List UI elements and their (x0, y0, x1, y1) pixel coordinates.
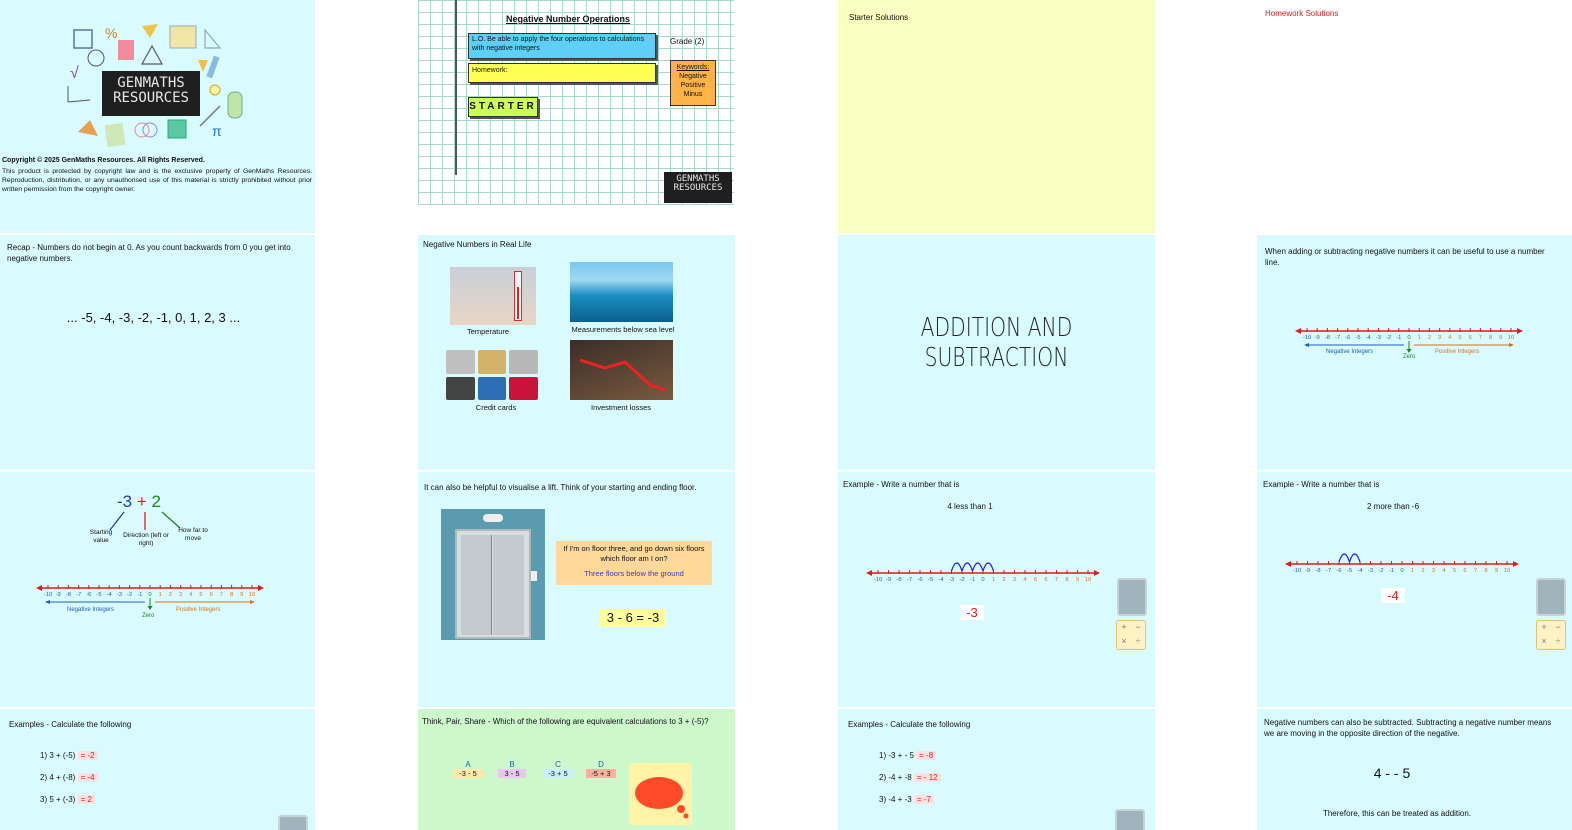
lift-answer: Three floors below the ground (584, 568, 684, 578)
number-line-tick-label: 2 (1421, 568, 1425, 574)
times-icon: × (1541, 636, 1547, 646)
real-life-title: Negative Numbers in Real Life (423, 240, 532, 249)
jump-arc (1339, 554, 1350, 562)
number-line-tick-label: -4 (938, 577, 944, 583)
slide-examples-add-negative[interactable] (0, 709, 315, 830)
grade-label: Grade (2) (670, 37, 705, 46)
number-line-tick-label: 6 (1468, 335, 1472, 341)
negative-integers-label: Negative Integers (1326, 349, 1374, 355)
example-question: 2) 4 + (-8) (40, 773, 76, 782)
starter-button[interactable]: STARTER (468, 97, 538, 117)
divide-icon: ÷ (1555, 636, 1561, 646)
lift-illustration (441, 509, 545, 640)
number-line-tick-label: 7 (1473, 568, 1478, 574)
option-expression: -3 - 5 (453, 769, 483, 778)
number-line-tick-label: -1 (1396, 335, 1402, 341)
starting-value-label: Starting value (89, 529, 113, 545)
example-item (879, 795, 934, 804)
number-line-tick-label: 1 (1417, 335, 1421, 341)
starting-value-number: -3 (117, 492, 133, 511)
number-line-tick-label: 7 (219, 592, 224, 598)
genmaths-logo (102, 71, 200, 116)
lift-question: If I'm on floor three, and go down six floors which floor am I on? (563, 544, 705, 563)
keyword-item: Positive (680, 82, 706, 90)
number-line-tick-label: 7 (1478, 335, 1483, 341)
number-line-tick-label: 5 (1033, 577, 1038, 583)
number-line-tick-label: -4 (1357, 568, 1363, 574)
genmaths-logo-small (664, 172, 732, 203)
example-more-answer: -4 (1381, 588, 1405, 603)
number-line-tick-label: -8 (896, 577, 902, 583)
distance-number: 2 (151, 492, 161, 511)
credit-cards-image (446, 350, 538, 400)
caption-credit-cards: Credit cards (475, 403, 517, 412)
caption-temperature: Temperature (466, 327, 510, 336)
option-a[interactable] (453, 760, 483, 778)
number-line-tick-label: -6 (917, 577, 923, 583)
calculator-icon[interactable] (1116, 620, 1146, 650)
number-line-tick-label: -3 (1367, 568, 1374, 574)
number-line-tick-label: 3 (1431, 568, 1436, 574)
number-line-tick-label: 4 (189, 592, 193, 598)
left-arrow-icon (36, 585, 42, 591)
number-line-tick-label: -2 (1386, 335, 1392, 341)
lift-icon[interactable] (1115, 809, 1145, 830)
example-item (879, 773, 941, 782)
example-less-title: Example - Write a number that is (843, 480, 960, 489)
jump-arc (1350, 554, 1361, 562)
number-line-tick-label: 5 (1452, 568, 1457, 574)
number-line-tick-label: 7 (1054, 577, 1059, 583)
number-line-tick-label: -10 (1292, 568, 1302, 574)
number-line-tick-label: -3 (948, 577, 955, 583)
number-line-tick-label: -6 (1336, 568, 1342, 574)
number-line-tick-label: -3 (1375, 335, 1381, 341)
number-line-tick-label: -2 (959, 577, 965, 583)
example-more-title: Example - Write a number that is (1263, 480, 1380, 489)
logo-line-1: GENMATHS (676, 174, 720, 184)
number-line-tick-label: -4 (106, 592, 112, 598)
copyright-body: This product is protected by copyright law and is the exclusive property of GenMaths Resources. Reproduction, distribution, or any unauthorised use of this material is strictly prohibited without prior written permission from the copyright owner. (2, 168, 312, 193)
caption-investment: Investment losses (590, 403, 652, 412)
number-line-tick-label: 10 (248, 592, 256, 598)
number-line-tick-label: -7 (906, 577, 913, 583)
number-line-tick-label: -9 (1314, 335, 1320, 341)
right-arrow-icon (258, 585, 264, 591)
number-sequence: ... -5, -4, -3, -2, -1, 0, 1, 2, 3 ... (66, 310, 241, 325)
positive-arrow-icon (1509, 343, 1514, 347)
number-line-tick-label: 0 (148, 592, 152, 598)
number-line-tick-label: -7 (1325, 568, 1332, 574)
option-letter: B (509, 760, 515, 769)
keywords-title: Keywords: (676, 64, 710, 71)
slide-section-title[interactable] (838, 235, 1155, 470)
number-line-tick-label: 6 (209, 592, 213, 598)
number-line-tick-label: -1 (1388, 568, 1395, 574)
example-answer: = -8 (916, 751, 936, 760)
grid-axis-line (455, 0, 457, 175)
number-line-tick-label: 9 (1499, 335, 1503, 341)
example-answer: = 2 (78, 795, 95, 804)
option-letter: C (555, 760, 561, 769)
homework-solutions-title: Homework Solutions (1265, 9, 1339, 18)
example-more-prompt: 2 more than -6 (1366, 502, 1420, 511)
logo-line-2: RESOURCES (113, 89, 189, 106)
temperature-image (450, 267, 536, 325)
number-line-tick-label: 9 (240, 592, 244, 598)
number-line-tick-label: -1 (137, 592, 143, 598)
number-line-tick-label: -8 (65, 592, 71, 598)
slide-think-pair-share[interactable] (418, 709, 735, 830)
number-line-tick-label: 1 (158, 592, 162, 598)
number-line-tick-label: -9 (55, 592, 61, 598)
copyright-title: Copyright © 2025 GenMaths Resources. All Rights Reserved. (2, 157, 205, 164)
number-line-tick-label: 10 (1507, 335, 1515, 341)
lift-intro-text: It can also be helpful to visualise a lift. Think of your starting and ending floor. (424, 483, 697, 492)
keywords-box (670, 60, 716, 106)
plus-icon: + (1541, 622, 1547, 632)
number-line-tick-label: 2 (1002, 577, 1006, 583)
number-line-tick-label: -6 (1345, 335, 1351, 341)
lo-text: L.O. Be able to apply the four operations to calculations with negative integers (472, 36, 644, 52)
number-line-tick-label: 6 (1044, 577, 1048, 583)
number-line-tick-label: -1 (969, 577, 976, 583)
number-line-tick-label: -5 (1346, 568, 1353, 574)
lo-box (468, 33, 656, 59)
example-question: 1) 3 + (-5) (40, 751, 76, 760)
right-arrow-icon (1094, 570, 1100, 576)
number-line-diagram (866, 557, 1100, 583)
option-expression: -5 + 3 (586, 769, 616, 778)
option-expression: -3 + 5 (543, 769, 573, 778)
number-line-tick-label: 6 (1463, 568, 1467, 574)
zero-arrow-icon (1407, 349, 1412, 353)
zero-label: Zero (142, 613, 155, 619)
right-arrow-icon (1513, 561, 1519, 567)
number-line-tick-label: 2 (1427, 335, 1432, 341)
option-letter: D (598, 760, 604, 769)
number-line-tick-label: -10 (43, 592, 53, 598)
lift-icon[interactable] (1536, 578, 1566, 616)
slide-subtract-negative[interactable] (1257, 709, 1572, 830)
example-item (879, 751, 936, 760)
calculation-expression (117, 492, 161, 512)
direction-sign: + (136, 492, 147, 511)
positive-integers-label: Positive Integers (1435, 349, 1480, 355)
negative-arrow-icon (45, 600, 50, 604)
jump-arc (952, 563, 963, 571)
number-line-diagram (1285, 548, 1519, 574)
lesson-title: Negative Number Operations (505, 14, 631, 24)
slide-example-less[interactable] (838, 472, 1155, 707)
divide-icon: ÷ (1135, 636, 1141, 646)
number-line-tick-label: -4 (1365, 335, 1371, 341)
recap-text: Recap - Numbers do not begin at 0. As you count backwards from 0 you get into negative numbers. (7, 243, 291, 263)
lift-icon[interactable] (1117, 578, 1147, 616)
number-line-tick-label: 8 (1065, 577, 1069, 583)
example-answer: = -4 (78, 773, 98, 782)
number-line-tick-label: 3 (178, 592, 183, 598)
number-line-tick-label: -9 (1304, 568, 1311, 574)
slide-parts-of-calculation[interactable] (0, 472, 315, 707)
lift-question-box (556, 541, 712, 585)
number-line-tick-label: 3 (1012, 577, 1017, 583)
caption-sea-level: Measurements below sea level (571, 325, 675, 334)
number-line-tick-label: -2 (1378, 568, 1384, 574)
slide-example-more[interactable] (1257, 472, 1572, 707)
calculator-icon[interactable] (1536, 620, 1566, 650)
investment-image (570, 340, 673, 400)
number-line-tick-label: -10 (873, 577, 883, 583)
section-title: ADDITION AND SUBTRACTION (920, 313, 1073, 373)
slide-number-line-intro[interactable] (1257, 235, 1572, 470)
subtract-negative-text: Negative numbers can also be subtracted. Subtracting a negative number means we are moving in the opposite direction of the negative. (1264, 718, 1552, 738)
example-item (40, 795, 95, 804)
number-line-tick-label: -2 (127, 592, 133, 598)
plus-icon: + (1121, 622, 1127, 632)
number-line-tick-label: 2 (168, 592, 173, 598)
subtract-negative-footer: Therefore, this can be treated as addition. (1322, 809, 1472, 818)
number-line-tick-label: 9 (1494, 568, 1499, 574)
logo-line-2: RESOURCES (673, 183, 723, 194)
number-line-tick-label: 5 (199, 592, 203, 598)
number-line-tick-label: 4 (1448, 335, 1452, 341)
number-line-tick-label: 0 (1400, 568, 1404, 574)
slide-lift[interactable] (418, 472, 735, 707)
option-letter: A (465, 760, 471, 769)
number-line-tick-label: -10 (1302, 335, 1312, 341)
sea-level-image (570, 262, 673, 322)
number-line-tick-label: 0 (981, 577, 985, 583)
number-line-tick-label: 4 (1023, 577, 1027, 583)
jump-arc (973, 563, 984, 571)
homework-label: Homework: (472, 67, 508, 74)
jump-arc (962, 563, 973, 571)
slide-starter-solutions[interactable] (838, 0, 1155, 233)
option-d[interactable] (586, 760, 616, 778)
times-icon: × (1121, 636, 1127, 646)
slide-cover[interactable] (0, 0, 315, 233)
number-line-tick-label: -8 (1315, 568, 1321, 574)
keyword-item: Negative (679, 73, 707, 81)
slide-recap[interactable] (0, 235, 315, 470)
left-arrow-icon (1295, 328, 1301, 334)
zero-label: Zero (1403, 354, 1416, 360)
number-line-tick-label: 10 (1503, 568, 1511, 574)
starter-solutions-title: Starter Solutions (849, 13, 909, 22)
zero-arrow-icon (148, 606, 153, 610)
number-line-intro-text: When adding or subtracting negative numbers it can be useful to use a number line. (1265, 247, 1545, 267)
example-less-prompt: 4 less than 1 (947, 502, 993, 511)
number-line-tick-label: -5 (1355, 335, 1361, 341)
example-less-answer: -3 (960, 605, 984, 620)
number-line-tick-label: -6 (86, 592, 92, 598)
lift-icon[interactable] (278, 815, 308, 830)
number-line-tick-label: 3 (1437, 335, 1442, 341)
number-line-tick-label: 1 (1410, 568, 1415, 574)
svg-text:%: % (105, 25, 118, 41)
svg-text:π: π (212, 123, 222, 139)
number-line-tick-label: -7 (1335, 335, 1341, 341)
keyword-item: Minus (683, 91, 703, 99)
number-line-tick-label: -3 (116, 592, 122, 598)
example-answer: = -7 (914, 795, 934, 804)
number-line-tick-label: -9 (885, 577, 892, 583)
example-question: 2) -4 + -8 (879, 773, 912, 782)
number-line-tick-label: 10 (1084, 577, 1092, 583)
number-line-tick-label: 9 (1075, 577, 1080, 583)
number-line-tick-label: 5 (1458, 335, 1462, 341)
subtract-negative-expression: 4 - - 5 (1373, 765, 1411, 781)
direction-label: Direction (left or right) (123, 532, 169, 548)
number-line-tick-label: 0 (1407, 335, 1411, 341)
thought-bubble-icon (629, 763, 692, 825)
negative-integers-label: Negative Integers (67, 607, 115, 613)
negative-arrow-icon (1304, 343, 1309, 347)
options-row (453, 760, 623, 790)
slide-examples-add-negatives[interactable] (838, 709, 1155, 830)
minus-icon: − (1135, 622, 1141, 632)
lift-equation: 3 - 6 = -3 (600, 609, 666, 627)
example-question: 1) -3 + - 5 (879, 751, 914, 760)
option-expression: 3 - 5 (498, 769, 526, 778)
example-item (40, 751, 98, 760)
how-far-label: How far to move (178, 527, 208, 543)
number-line-tick-label: 8 (1484, 568, 1488, 574)
slide-real-life[interactable] (418, 235, 735, 470)
svg-text:√: √ (70, 65, 79, 82)
think-pair-share-title: Think, Pair, Share - Which of the following are equivalent calculations to 3 + (-5)? (422, 717, 709, 726)
option-b[interactable] (498, 760, 526, 778)
left-arrow-icon (1285, 561, 1291, 567)
option-c[interactable] (543, 760, 573, 778)
number-line-tick-label: -5 (96, 592, 102, 598)
slide-title[interactable] (418, 0, 734, 205)
example-answer: = -2 (78, 751, 98, 760)
minus-icon: − (1555, 622, 1561, 632)
right-arrow-icon (1517, 328, 1523, 334)
number-line-tick-label: 8 (229, 592, 234, 598)
examples-title: Examples - Calculate the following (848, 720, 971, 729)
example-item (40, 773, 98, 782)
positive-arrow-icon (250, 600, 255, 604)
positive-integers-label: Positive Integers (176, 607, 221, 613)
slide-homework-solutions[interactable] (1257, 0, 1572, 233)
example-answer: = - 12 (914, 773, 941, 782)
example-question: 3) 5 + (-3) (40, 795, 76, 804)
left-arrow-icon (866, 570, 872, 576)
example-question: 3) -4 + -3 (879, 795, 912, 804)
number-line-tick-label: -5 (927, 577, 934, 583)
homework-box (468, 63, 656, 83)
number-line-tick-label: -8 (1324, 335, 1330, 341)
jump-arc (983, 563, 994, 571)
number-line-tick-label: -7 (76, 592, 82, 598)
number-line-tick-label: 4 (1442, 568, 1446, 574)
number-line-tick-label: 1 (991, 577, 996, 583)
number-line-tick-label: 8 (1488, 335, 1493, 341)
examples-title: Examples - Calculate the following (9, 720, 132, 729)
logo-line-1: GENMATHS (117, 75, 185, 91)
